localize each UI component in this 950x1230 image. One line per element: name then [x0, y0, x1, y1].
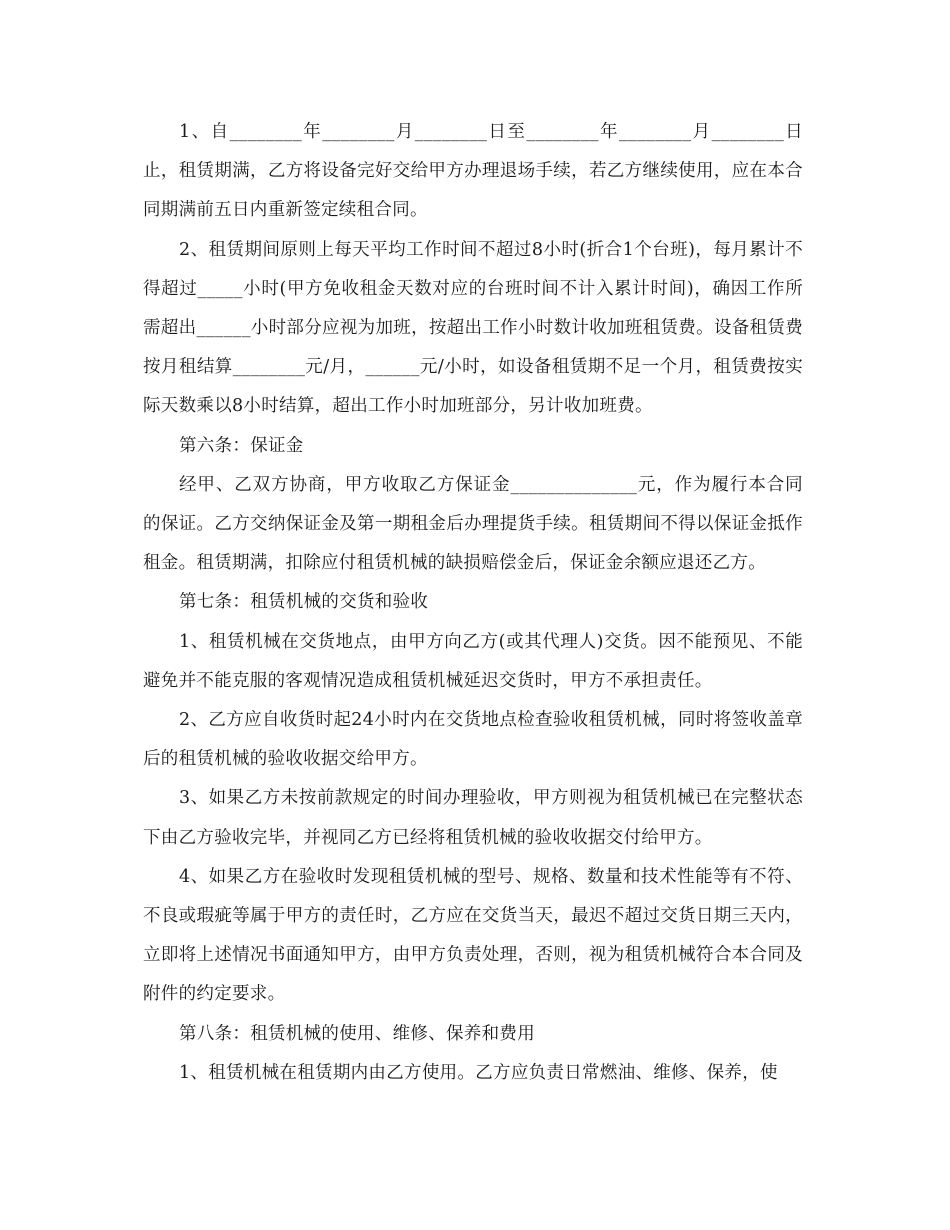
clause-paragraph: 经甲、乙双方协商，甲方收取乙方保证金______________元，作为履行本合同的保证。乙方交纳保证金及第一期租金后办理提货手续。租赁期间不得以保证金抵作租金。租赁期满，扣除应付租赁机械的缺损赔偿金后，保证金余额应退还乙方。 — [143, 474, 803, 574]
clause-paragraph: 2、租赁期间原则上每天平均工作时间不超过8小时(折合1个台班)，每月累计不得超过_____小时(甲方免收租金天数对应的台班时间不计入累计时间)，确因工作所需超出______小时部分应视为加班，按超出工作小时数计收加班租赁费。设备租赁费按月租结算________元/月，______元/小时，如设备租赁期不足一个月，租赁费按实际天数乘以8小时结算，超出工作小时加班部分，另计收加班费。 — [143, 239, 803, 417]
clause-paragraph: 1、租赁机械在租赁期内由乙方使用。乙方应负责日常燃油、维修、保养，使 — [179, 1062, 778, 1083]
section-heading: 第六条：保证金 — [179, 435, 304, 456]
section-heading: 第八条：租赁机械的使用、维修、保养和费用 — [179, 1023, 535, 1044]
clause-paragraph: 1、自________年________月________日至________年________月________日止，租赁期满，乙方将设备完好交给甲方办理退场手续，若乙方继续使用，应在本合同期满前五日内重新签定续租合同。 — [143, 122, 803, 221]
clause-paragraph: 2、乙方应自收货时起24小时内在交货地点检查验收租赁机械，同时将签收盖章后的租赁机械的验收收据交给甲方。 — [143, 710, 803, 770]
clause-paragraph: 3、如果乙方未按前款规定的时间办理验收，甲方则视为租赁机械已在完整状态下由乙方验收完毕，并视同乙方已经将租赁机械的验收收据交付给甲方。 — [143, 788, 803, 848]
document-body — [143, 113, 803, 1093]
section-heading: 第七条：租赁机械的交货和验收 — [179, 592, 429, 613]
clause-paragraph: 1、租赁机械在交货地点，由甲方向乙方(或其代理人)交货。因不能预见、不能避免并不能克服的客观情况造成租赁机械延迟交货时，甲方不承担责任。 — [143, 631, 803, 691]
clause-paragraph: 4、如果乙方在验收时发现租赁机械的型号、规格、数量和技术性能等有不符、不良或瑕疵等属于甲方的责任时，乙方应在交货当天，最迟不超过交货日期三天内，立即将上述情况书面通知甲方，由甲方负责处理，否则，视为租赁机械符合本合同及附件的约定要求。 — [143, 866, 803, 1005]
